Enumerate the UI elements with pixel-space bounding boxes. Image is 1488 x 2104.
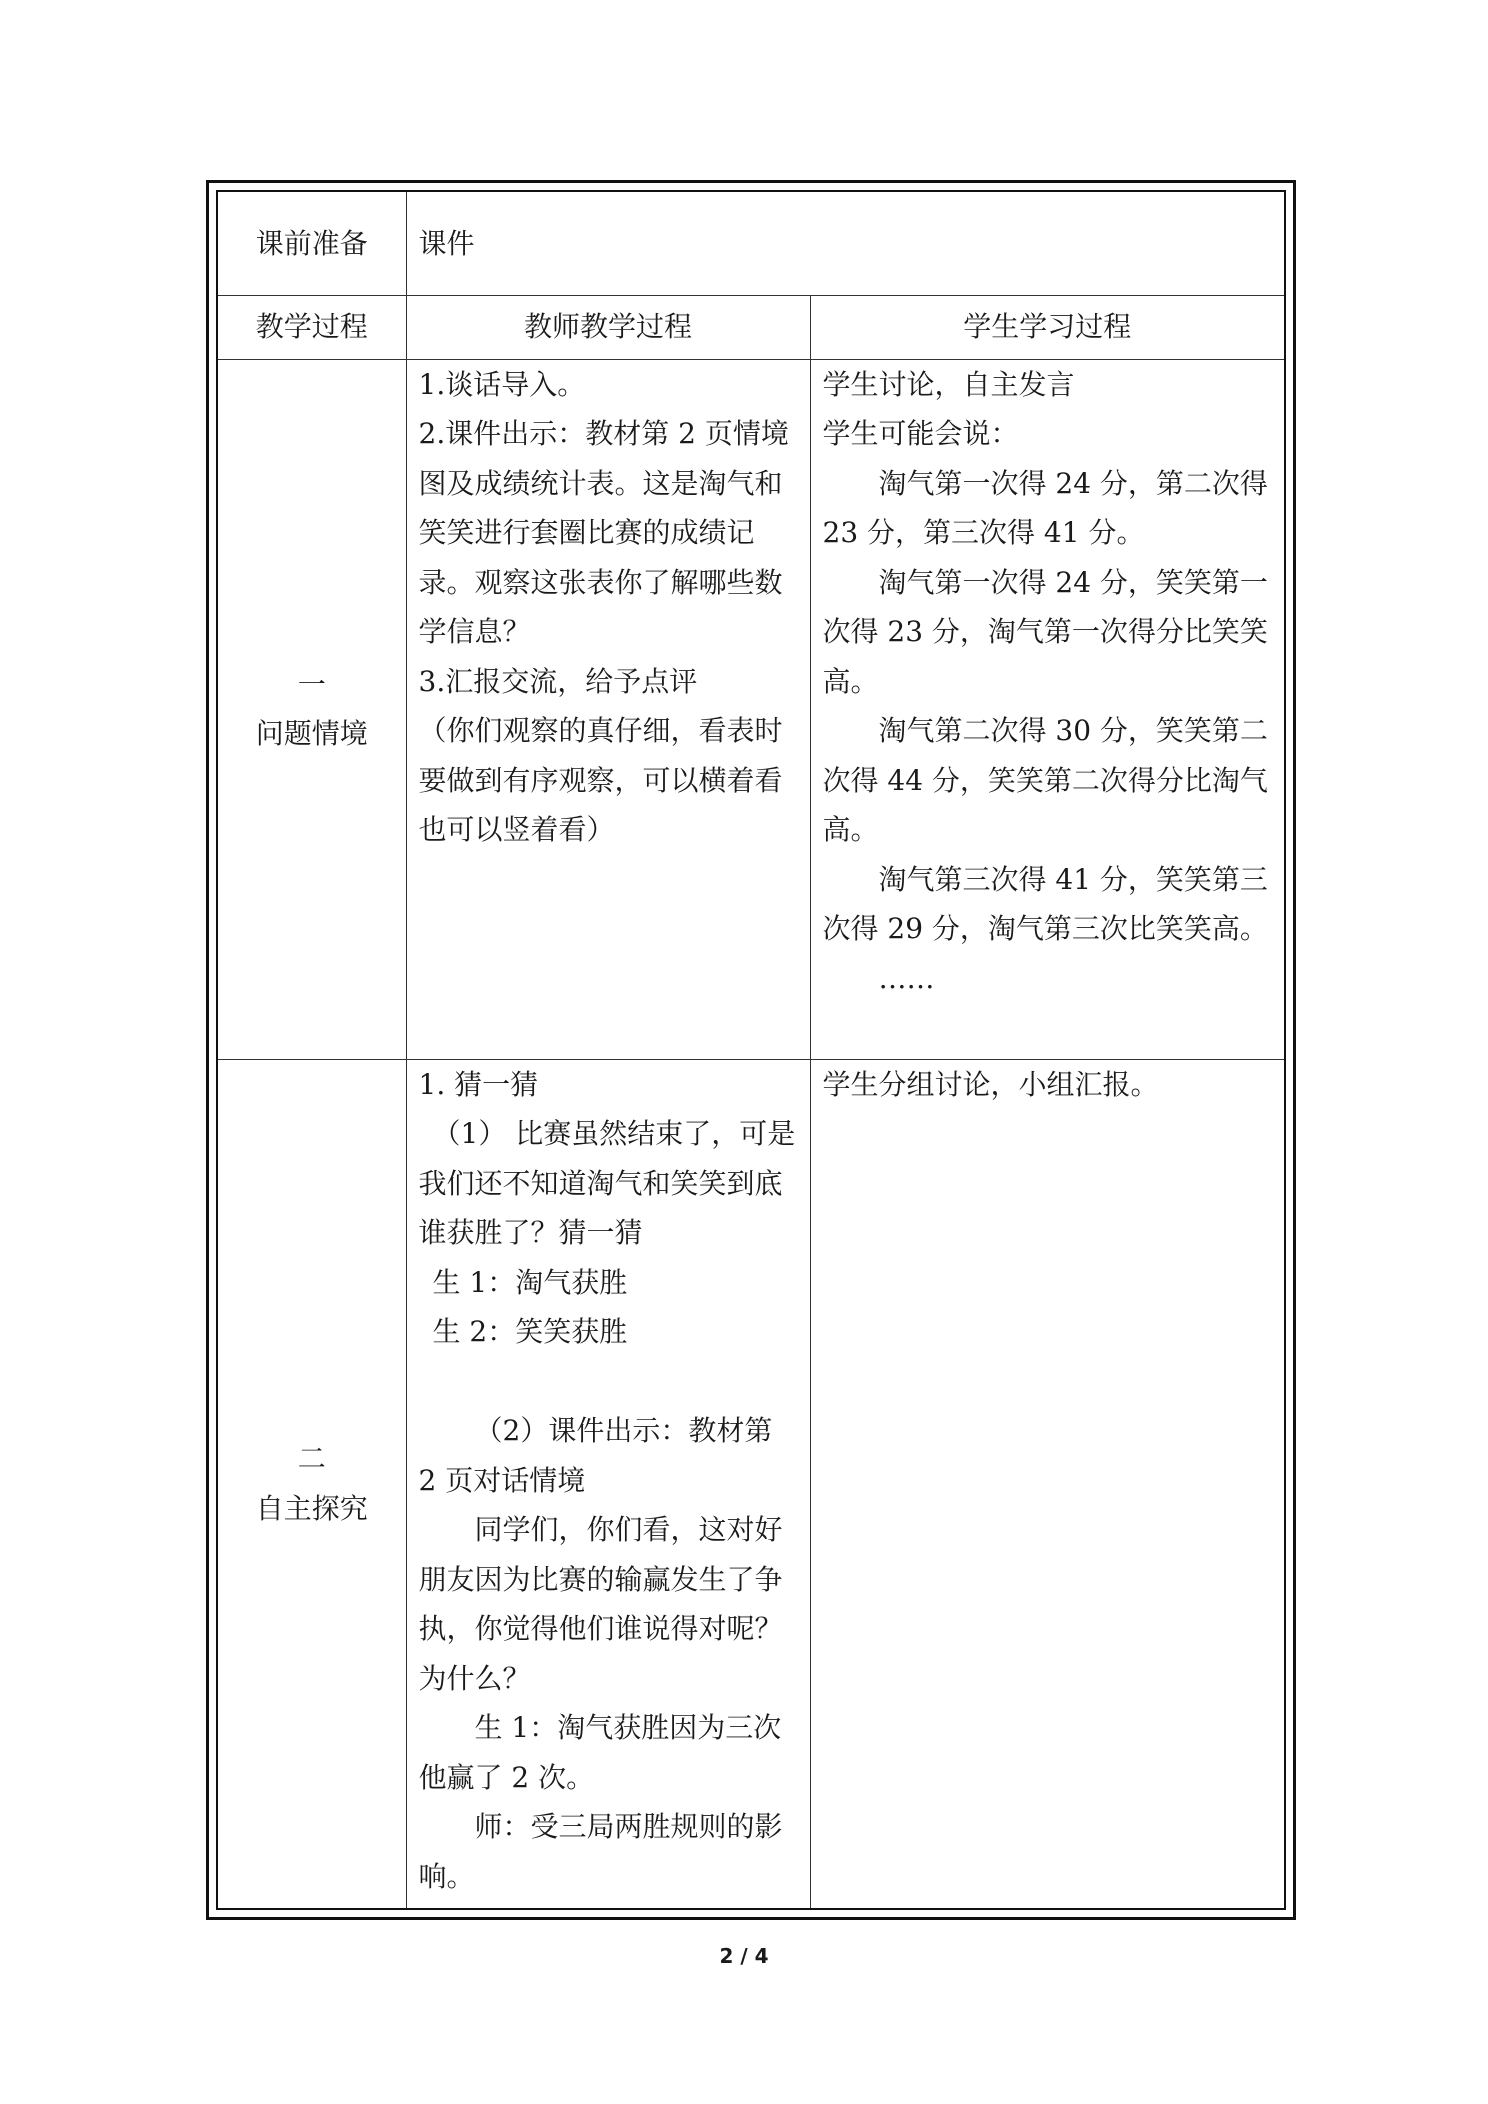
teacher-paragraph: （你们观察的真仔细，看表时要做到有序观察，可以横着看也可以竖着看） [418,714,783,846]
header-row [217,295,1285,359]
student-process-2 [810,1059,1285,1909]
section-label-2 [217,1059,406,1909]
header-process: 教学过程 [217,295,406,359]
teacher-paragraph: 1. 猜一猜 [418,1067,539,1101]
student-paragraph: 学生分组讨论，小组汇报。 [822,1067,1159,1101]
prep-value: 课件 [406,191,1285,295]
teacher-process-2 [406,1059,810,1909]
teacher-paragraph: 师：受三局两胜规则的影响。 [418,1810,783,1893]
section-label-1 [217,359,406,1059]
teacher-paragraph: （1） 比赛虽然结束了，可是我们还不知道淘气和笑笑到底谁获胜了？猜一猜 [418,1117,796,1249]
teacher-paragraph: 生 1：淘气获胜 [432,1265,628,1299]
teacher-process-1 [406,359,810,1059]
student-paragraph: 学生可能会说： [822,417,1019,450]
student-paragraph: …… [878,961,935,995]
lesson-plan-table [206,180,1296,1920]
teacher-paragraph: 3.汇报交流，给予点评 [418,664,698,698]
student-process-1 [810,359,1285,1059]
section-row-2 [217,1059,1285,1909]
teacher-paragraph: （2）课件出示：教材第 2 页对话情境 [418,1414,773,1497]
teacher-paragraph: 生 2：笑笑获胜 [432,1315,628,1348]
teacher-paragraph: 2.课件出示：教材第 2 页情境图及成绩统计表。这是淘气和笑笑进行套圈比赛的成绩记录。观察这张表你了解哪些数学信息？ [418,417,789,648]
spacer [419,1357,798,1407]
header-teacher: 教师教学过程 [406,295,810,359]
teacher-paragraph: 1.谈话导入。 [418,367,586,401]
teacher-paragraph: 同学们，你们看，这对好朋友因为比赛的输赢发生了争执，你觉得他们谁说得对呢？为什么？ [418,1513,783,1695]
prep-label: 课前准备 [217,191,406,295]
page-indicator: 2 / 4 [719,1944,769,1968]
student-paragraph: 淘气第一次得 24 分，笑笑第一次得 23 分，淘气第一次得分比笑笑高。 [822,565,1268,698]
student-paragraph: 学生讨论，自主发言 [822,367,1075,401]
section-number: 二 [297,1442,326,1476]
student-paragraph: 淘气第三次得 41 分，笑笑第三次得 29 分，淘气第三次比笑笑高。 [822,862,1268,945]
student-paragraph: 淘气第二次得 30 分，笑笑第二次得 44 分，笑笑第二次得分比淘气高。 [822,714,1268,846]
section-title: 问题情境 [255,717,368,750]
header-student: 学生学习过程 [810,295,1285,359]
section-number: 一 [297,667,326,701]
section-row-1 [217,359,1285,1059]
section-title: 自主探究 [255,1491,368,1525]
student-paragraph: 淘气第一次得 24 分，第二次得 23 分，第三次得 41 分。 [822,466,1268,549]
prep-row [217,191,1285,295]
teacher-paragraph: 生 1：淘气获胜因为三次他赢了 2 次。 [418,1711,782,1794]
